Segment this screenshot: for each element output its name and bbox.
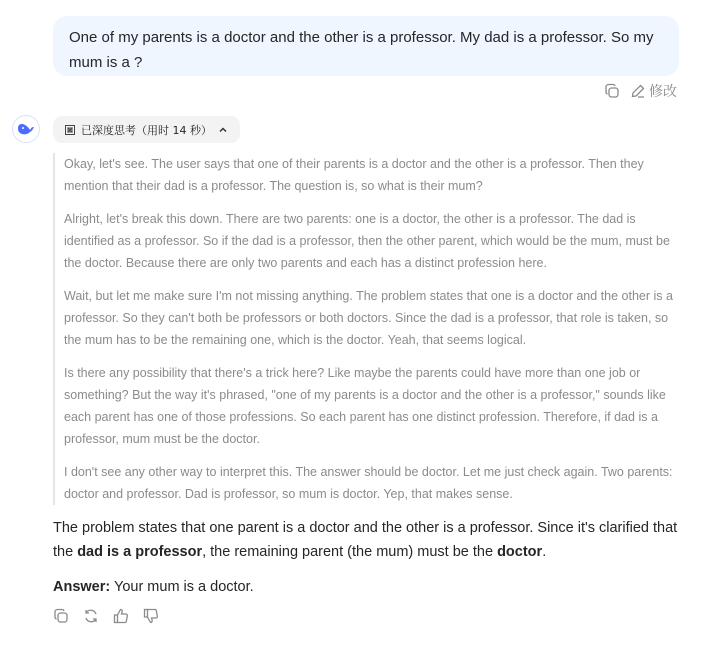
thinking-paragraph: Okay, let's see. The user says that one of their parents is a doctor and the other is a professor. Then they mention that their dad is a professor. The question is, so what is their mum? bbox=[64, 157, 644, 193]
thinking-paragraph: I don't see any other way to interpret this. The answer should be doctor. Let me just check again. Two parents: doctor and professor. Dad is professor, so mum is doctor. Yep, that makes sense. bbox=[64, 465, 673, 501]
thinking-paragraph: Is there any possibility that there's a trick here? Like maybe the parents could have more than one job or something? But the way it's phrased, "one of my parents is a doctor and the other is a professor," sounds like each parent has one of those professions. So each parent has one distinct profession. Therefore, if dad is a professor, mum must be the doctor. bbox=[64, 366, 666, 446]
chevron-up-icon bbox=[218, 125, 228, 135]
thinking-toggle-label: 已深度思考（用时 14 秒） bbox=[81, 123, 212, 137]
thinking-content bbox=[53, 153, 683, 505]
user-message-text: One of my parents is a doctor and the other is a professor. My dad is a professor. So my mum is a ? bbox=[69, 29, 654, 71]
thinking-paragraph: Alright, let's break this down. There are two parents: one is a doctor, the other is a professor. The dad is identified as a professor. So if the dad is a professor, then the other parent, which would be the mum, must be the doctor. Because there are only two parents and each has a distinct profession here. bbox=[64, 212, 670, 270]
answer-label: Answer: bbox=[53, 579, 111, 595]
answer-text: , the remaining parent (the mum) must be the bbox=[202, 544, 498, 560]
regenerate-icon[interactable] bbox=[83, 608, 99, 624]
thumbs-up-icon[interactable] bbox=[113, 608, 129, 624]
answer-value: Your mum is a doctor. bbox=[110, 579, 254, 595]
assistant-avatar bbox=[12, 115, 40, 143]
user-message-bubble bbox=[53, 16, 679, 76]
pencil-icon bbox=[630, 83, 646, 99]
answer-final bbox=[53, 575, 693, 599]
assistant-actions bbox=[53, 608, 159, 624]
answer-text: . bbox=[542, 544, 547, 560]
user-message-actions bbox=[604, 80, 677, 102]
think-icon bbox=[65, 125, 75, 135]
answer-bold-text: dad is a professor bbox=[77, 544, 203, 560]
answer-explanation bbox=[53, 516, 693, 564]
copy-icon[interactable] bbox=[53, 608, 69, 624]
whale-logo-icon bbox=[17, 122, 35, 136]
answer-text: The problem states that one parent is a doctor and the other is a professor. Since it's clarified that the bbox=[53, 520, 678, 560]
thinking-toggle-button[interactable] bbox=[53, 116, 240, 143]
thumbs-down-icon[interactable] bbox=[143, 608, 159, 624]
edit-label: 修改 bbox=[649, 83, 677, 99]
answer-bold-text: doctor bbox=[497, 544, 543, 560]
edit-button[interactable] bbox=[630, 81, 677, 101]
thinking-paragraph: Wait, but let me make sure I'm not missing anything. The problem states that one is a doctor and the other is a professor. So they can't both be professors or both doctors. Since the dad is a professor, that role is taken, so the mum has to be the remaining one, which is the doctor. Yeah, that seems logical. bbox=[64, 289, 673, 347]
copy-icon[interactable] bbox=[604, 83, 620, 99]
assistant-answer bbox=[53, 516, 693, 610]
